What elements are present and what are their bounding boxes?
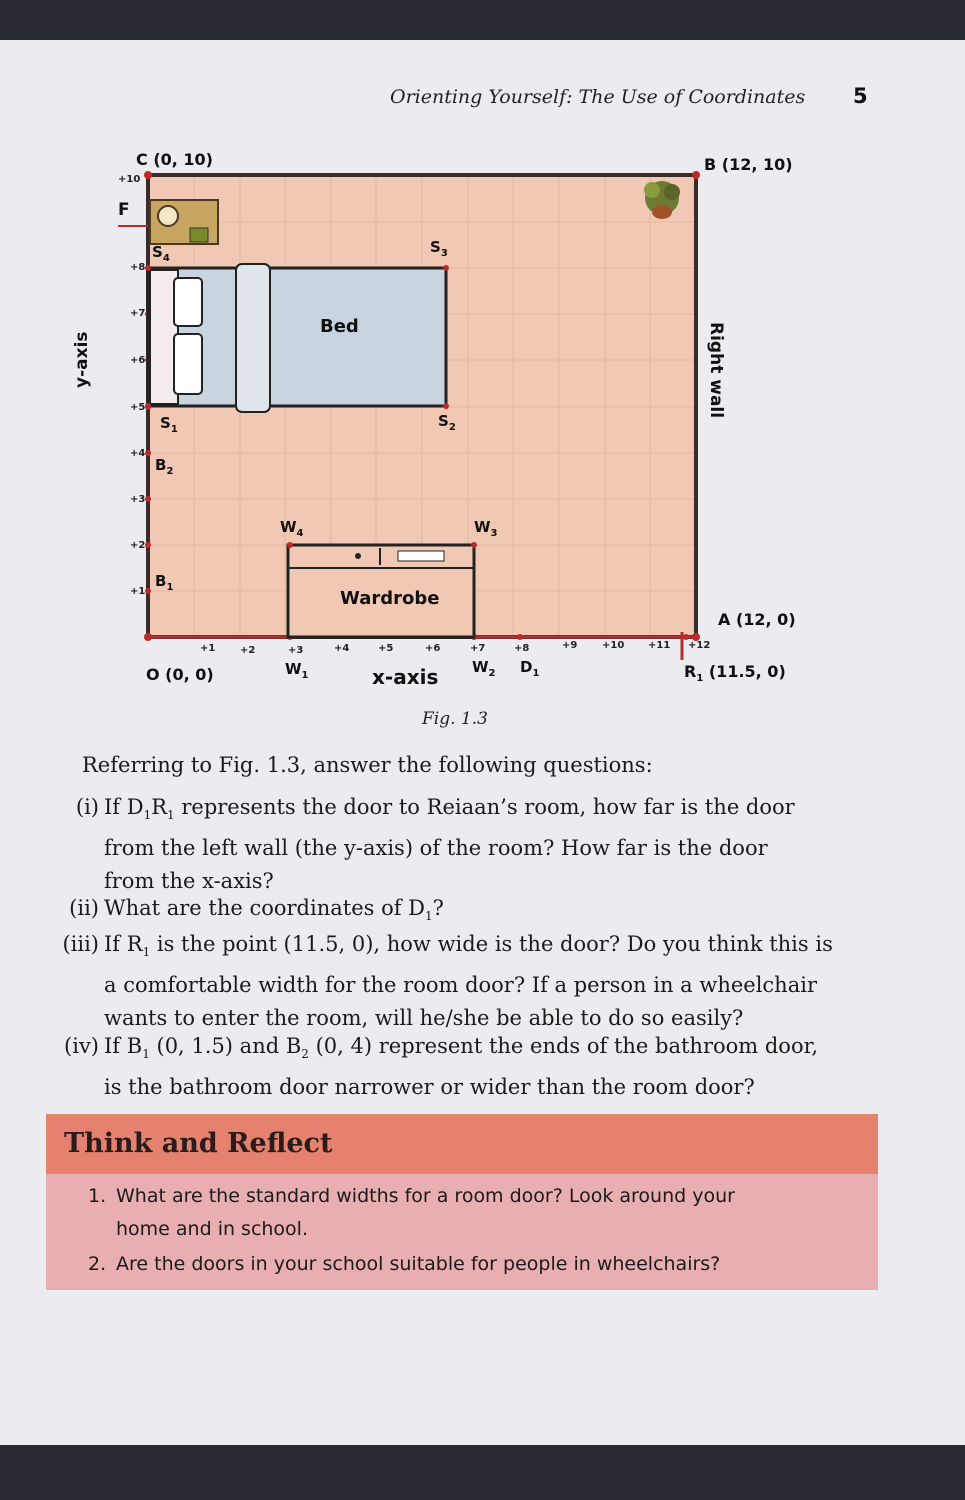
point-s4 [145, 265, 151, 271]
x-tick-10: +10 [602, 640, 625, 651]
y-axis-label: y-axis [72, 331, 92, 388]
corner-label-r1 [684, 662, 786, 684]
running-title: Orienting Yourself: The Use of Coordinates [390, 86, 806, 108]
point-s1 [145, 403, 151, 409]
x-tick-11: +11 [648, 640, 671, 651]
questions-intro: Referring to Fig. 1.3, answer the following questions: [82, 753, 653, 777]
label-b1: $B_1$ [155, 572, 174, 593]
room-coordinate-figure [0, 40, 965, 760]
question-number: (i) [75, 795, 99, 819]
think-item-number: 2. [88, 1253, 107, 1275]
question-line: If $R_1$ is the point (11.5, 0), how wide is the door? Do you think this is [104, 932, 833, 960]
x-tick-2: +2 [240, 645, 256, 656]
y-tick-6: +6 [130, 355, 146, 366]
question-line: If $B_1$ (0, 1.5) and $B_2$ (0, 4) represent the ends of the bathroom door, [104, 1034, 818, 1062]
x-tick-6: +6 [425, 643, 441, 654]
r1-letter: R [684, 662, 697, 681]
question-line: a comfortable width for the room door? If a person in a wheelchair [104, 973, 817, 998]
y-tick-4: +4 [130, 448, 146, 459]
wardrobe-label: Wardrobe [340, 588, 440, 609]
lamp-icon [158, 206, 178, 226]
corner-label-c: C (0, 10) [136, 150, 213, 169]
question-line: from the x-axis? [104, 869, 274, 894]
think-line: Are the doors in your school suitable for people in wheelchairs? [116, 1253, 721, 1275]
label-f: F [118, 200, 130, 220]
point-b [692, 171, 700, 179]
question-iii [62, 928, 833, 1035]
point-w3 [471, 542, 477, 548]
label-w2: $W_2$ [472, 658, 496, 679]
bed-label: Bed [320, 316, 359, 337]
x-tick-12: +12 [688, 640, 711, 651]
r1-coords: (11.5, 0) [703, 662, 786, 681]
label-w1: $W_1$ [285, 660, 309, 681]
x-tick-9: +9 [562, 640, 578, 651]
figure-caption: Fig. 1.3 [422, 709, 488, 729]
r1-sub: 1 [696, 673, 704, 685]
y-tick-7: +7 [130, 308, 146, 319]
question-line: is the bathroom door narrower or wider than the room door? [104, 1075, 755, 1100]
label-s4: $S_4$ [152, 243, 170, 264]
question-number: (iii) [62, 932, 99, 956]
x-tick-5: +5 [378, 643, 394, 654]
question-number: (iv) [64, 1034, 99, 1058]
think-header [46, 1114, 878, 1174]
page-number: 5 [853, 84, 868, 108]
pillow-top [174, 278, 202, 326]
y-tick-2: +2 [130, 540, 146, 551]
question-number: (ii) [69, 896, 99, 920]
wardrobe-knob [355, 553, 361, 559]
question-iv [64, 1030, 818, 1104]
x-axis-label: x-axis [372, 665, 439, 689]
point-o [144, 633, 152, 641]
question-line: If $D_1R_1$ represents the door to Reiaan’s room, how far is the door [104, 795, 795, 823]
question-ii [69, 892, 444, 933]
label-s1: $S_1$ [160, 414, 178, 435]
y-tick-3: +3 [130, 494, 146, 505]
y-tick-10: +10 [118, 174, 141, 185]
label-w3: $W_3$ [474, 518, 498, 539]
think-line: home and in school. [116, 1218, 309, 1240]
point-w4 [287, 542, 293, 548]
pillow-bottom [174, 334, 202, 394]
think-item-number: 1. [88, 1185, 107, 1207]
think-item-1 [88, 1180, 735, 1246]
question-i [75, 791, 795, 898]
wardrobe-handle [398, 551, 444, 561]
textbook-page [0, 40, 965, 1445]
x-tick-1: +1 [200, 643, 216, 654]
label-s2: $S_2$ [438, 412, 456, 433]
think-and-reflect-box [46, 1114, 878, 1290]
point-s3 [443, 265, 449, 271]
right-wall-label: Right wall [706, 322, 726, 419]
think-line: What are the standard widths for a room door? Look around your [116, 1185, 735, 1207]
y-tick-5: +5 [130, 402, 146, 413]
y-tick-8: +8 [130, 262, 146, 273]
label-s3: $S_3$ [430, 238, 448, 259]
point-s2 [443, 403, 449, 409]
corner-label-a: A (12, 0) [718, 610, 796, 629]
question-line: What are the coordinates of $D_1$? [104, 896, 444, 924]
label-w4: $W_4$ [280, 518, 304, 539]
corner-label-b: B (12, 10) [704, 155, 793, 174]
book-icon [190, 228, 208, 242]
bed-blanket-fold [236, 264, 270, 412]
x-tick-4: +4 [334, 643, 350, 654]
label-b2: $B_2$ [155, 456, 174, 477]
x-tick-7: +7 [470, 643, 486, 654]
question-line: wants to enter the room, will he/she be able to do so easily? [104, 1006, 744, 1031]
corner-label-o: O (0, 0) [146, 665, 214, 684]
question-line: from the left wall (the y-axis) of the room? How far is the door [104, 836, 768, 861]
think-item-2 [88, 1248, 721, 1281]
x-tick-3: +3 [288, 645, 304, 656]
label-d1: $D_1$ [520, 658, 540, 679]
x-tick-8: +8 [514, 643, 530, 654]
think-title: Think and Reflect [64, 1128, 333, 1159]
y-tick-1: +1 [130, 586, 146, 597]
point-c [144, 171, 152, 179]
